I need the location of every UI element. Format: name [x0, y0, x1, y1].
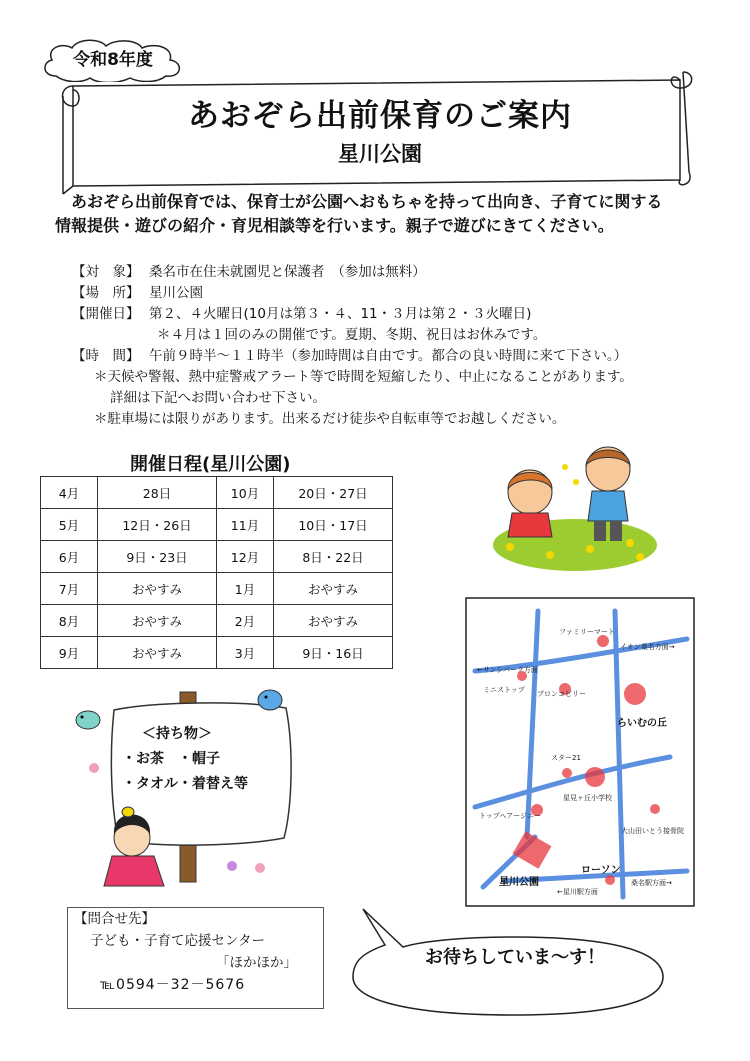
- info-target-value: 桑名市在住未就園児と保護者 （参加は無料）: [149, 264, 426, 280]
- schedule-month: 3月: [217, 637, 274, 669]
- schedule-month: 2月: [217, 605, 274, 637]
- info-date-note: ＊４月は１回のみの開催です。夏期、冬期、祝日はお休みです。: [157, 327, 547, 343]
- info-note-parking: ＊駐車場には限りがあります。出来るだけ徒歩や自転車等でお越しください。: [94, 411, 566, 427]
- belongings-heading: ＜持ち物＞: [142, 726, 212, 742]
- info-note-inquiry: 詳細は下記へお問い合わせ下さい。: [110, 390, 326, 406]
- schedule-dates: 8日・22日: [274, 541, 393, 573]
- belongings-item-1: ・お茶 ・帽子: [122, 751, 220, 767]
- belongings-list: [122, 722, 248, 797]
- bird-icon: [258, 690, 282, 710]
- schedule-month: 12月: [217, 541, 274, 573]
- schedule-month: 11月: [217, 509, 274, 541]
- children-playing-illustration: [490, 437, 660, 572]
- map-label-sunshine: ←サンシパーク方面: [477, 666, 538, 674]
- intro-text: [55, 190, 715, 238]
- event-info: [72, 262, 732, 430]
- contact-org: 子ども・子育て応援センター: [90, 933, 265, 949]
- schedule-row: [41, 509, 393, 541]
- info-target-row: [72, 262, 732, 283]
- schedule-month: 6月: [41, 541, 98, 573]
- contact-tel: ℡0594－32－5676: [100, 977, 246, 993]
- schedule-dates: おやすみ: [274, 573, 393, 605]
- schedule-dates: おやすみ: [98, 573, 217, 605]
- schedule-dates: 28日: [98, 477, 217, 509]
- schedule-row: [41, 605, 393, 637]
- info-target-label: 【対 象】: [72, 264, 140, 280]
- map-label-ministop: ミニストップ: [483, 686, 525, 694]
- schedule-dates: 20日・27日: [274, 477, 393, 509]
- schedule-month: 8月: [41, 605, 98, 637]
- info-place-label: 【場 所】: [72, 285, 140, 301]
- info-date-row: [72, 304, 732, 325]
- flower-icon: [89, 763, 99, 773]
- schedule-dates: おやすみ: [274, 605, 393, 637]
- fiscal-year-badge: 令和8年度: [73, 50, 153, 70]
- map-label-clinic: 大山田いとう接骨院: [621, 827, 684, 835]
- info-time-row: [72, 346, 732, 367]
- schedule-dates: おやすみ: [98, 605, 217, 637]
- intro-line-2: 情報提供・遊びの紹介・育児相談等を行います。親子で遊びにきてください。: [55, 216, 614, 235]
- intro-line-1: あおぞら出前保育では、保育士が公園へおもちゃを持って出向き、子育てに関する: [55, 192, 663, 211]
- schedule-row: [41, 573, 393, 605]
- flower-icon: [255, 863, 265, 873]
- map-label-raimu: らいむの丘: [617, 718, 667, 729]
- info-time-value: 午前９時半～１１時半（参加時間は自由です。都合の良い時間に来て下さい。）: [149, 348, 628, 364]
- info-date-label: 【開催日】: [72, 306, 140, 322]
- area-map: [465, 597, 695, 907]
- contact-box: [67, 907, 324, 1009]
- schedule-row: [41, 637, 393, 669]
- schedule-table: [40, 476, 393, 669]
- schedule-month: 7月: [41, 573, 98, 605]
- schedule-title: 開催日程(星川公園): [130, 454, 291, 475]
- map-label-kuwana: 桑名駅方面→: [631, 879, 672, 887]
- map-label-top: トップヘアージニー: [479, 812, 541, 820]
- schedule-row: [41, 477, 393, 509]
- schedule-month: 9月: [41, 637, 98, 669]
- map-label-park: 星川公園: [499, 877, 539, 888]
- map-label-family-mart: ファミリーマート: [559, 628, 615, 636]
- schedule-month: 1月: [217, 573, 274, 605]
- map-label-school: 星見ヶ丘小学校: [563, 794, 612, 802]
- schedule-month: 10月: [217, 477, 274, 509]
- page-subtitle: 星川公園: [338, 142, 422, 166]
- page-title: あおぞら出前保育のご案内: [188, 98, 572, 134]
- info-place-value: 星川公園: [149, 285, 203, 301]
- belongings-item-2: ・タオル・着替え等: [122, 776, 248, 792]
- schedule-month: 4月: [41, 477, 98, 509]
- schedule-dates: 9日・23日: [98, 541, 217, 573]
- schedule-row: [41, 541, 393, 573]
- info-note-weather: ＊天候や警報、熱中症警戒アラート等で時間を短縮したり、中止になることがあります。: [94, 369, 633, 385]
- contact-name: 「ほかほか」: [216, 955, 297, 971]
- contact-label: 【問合せ先】: [74, 911, 155, 927]
- bird-icon: [76, 711, 100, 729]
- info-time-label: 【時 間】: [72, 348, 140, 364]
- info-place-row: [72, 283, 732, 304]
- flower-icon: [227, 861, 237, 871]
- closing-message: お待ちしていま～す！: [425, 947, 605, 968]
- map-label-aeon: イオン桑名方面→: [620, 643, 675, 651]
- map-label-star21: スター21: [551, 754, 581, 762]
- schedule-dates: 10日・17日: [274, 509, 393, 541]
- schedule-dates: 12日・26日: [98, 509, 217, 541]
- schedule-dates: おやすみ: [98, 637, 217, 669]
- map-label-bronco: ブロンコビリー: [537, 690, 586, 698]
- map-label-lawson: ローソン: [581, 865, 621, 876]
- map-label-hoshikawa: ←星川駅方面: [557, 888, 598, 896]
- info-date-value: 第２、４火曜日(10月は第３・４、11・３月は第２・３火曜日): [149, 306, 532, 322]
- schedule-dates: 9日・16日: [274, 637, 393, 669]
- schedule-month: 5月: [41, 509, 98, 541]
